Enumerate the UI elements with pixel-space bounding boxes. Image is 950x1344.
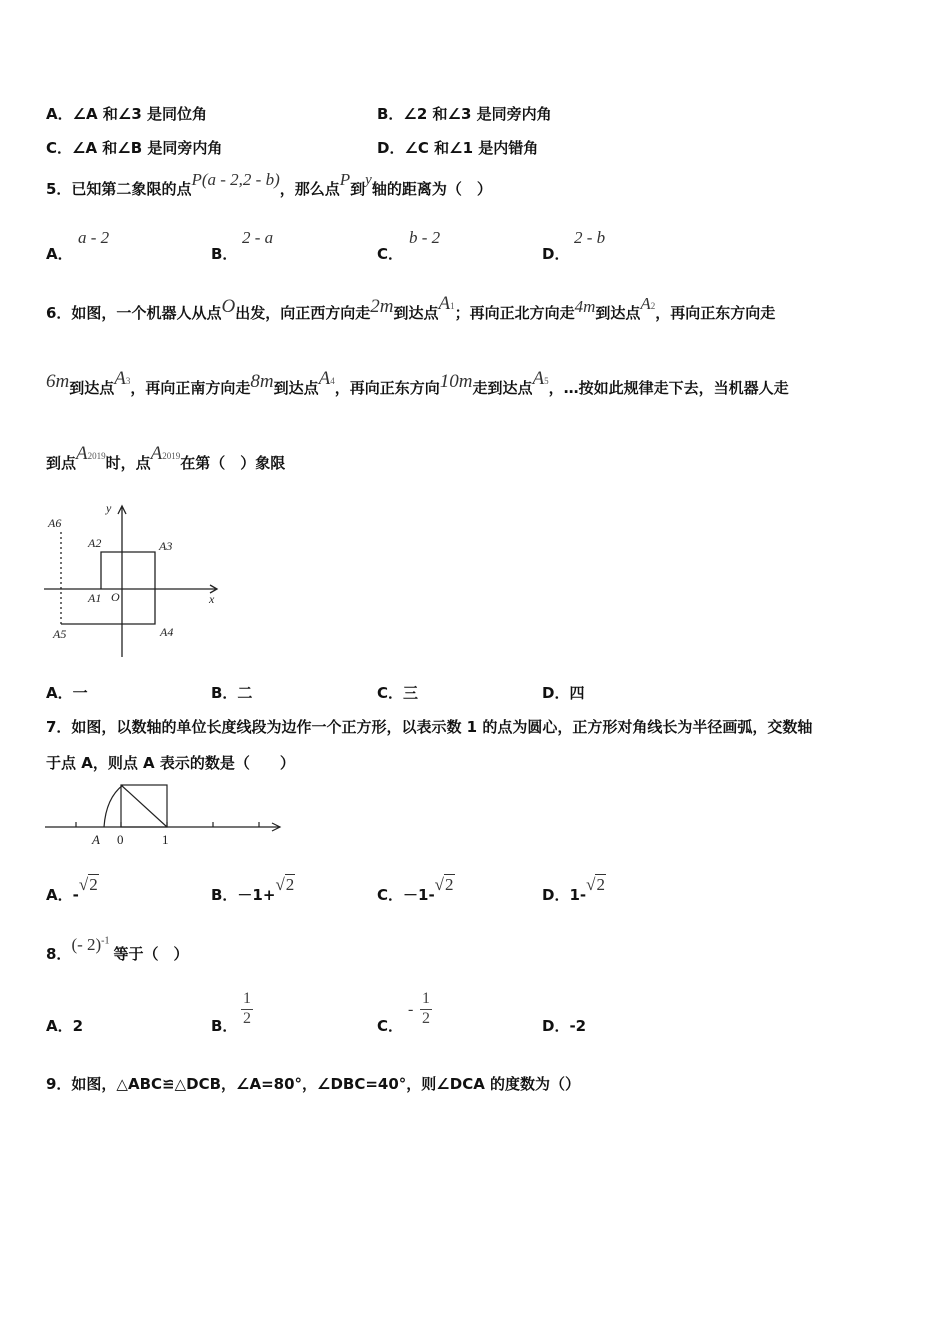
q5-option-b-value: 2 - a [242, 228, 274, 247]
q4-option-a: A．∠A 和∠3 是同位角 [46, 105, 207, 123]
label-point-a: A [92, 832, 100, 847]
label-a2: A2 [88, 536, 102, 550]
q8-option-a: A．2 [46, 1017, 84, 1035]
q4-option-d: D．∠C 和∠1 是内错角 [377, 139, 539, 157]
q5-option-b-label: B． [211, 245, 238, 263]
arc [104, 785, 123, 827]
label-a4: A4 [160, 625, 174, 639]
q5-stem: 5．已知第二象限的点P(a - 2,2 - b)，那么点P到y轴的距离为（ ） [46, 170, 492, 198]
label-x: x [209, 592, 215, 606]
robot-path [61, 552, 155, 624]
q6-option-a: A．一 [46, 684, 88, 702]
q8-option-c-label: C． [377, 1017, 404, 1035]
q8-stem: 8．(- 2)$^{-1}$等于（ ） [46, 935, 189, 963]
q8-option-c-sign: - [408, 1001, 414, 1018]
label-y: y [106, 501, 112, 515]
q6-option-b: B．二 [211, 684, 253, 702]
q7-stem-line2: 于点 A，则点 A 表示的数是（ ） [46, 754, 295, 772]
q6-stem-line1: 6．如图，一个机器人从点O出发，向正西方向走2m到达点A1；再向正北方向走4m到达点A2，再向正东方向走 [46, 293, 776, 322]
q8-option-b-fraction: $\frac{1}{2}$ [243, 990, 251, 1027]
q5-option-c-label: C． [377, 245, 404, 263]
q8-option-d: D．-2 [542, 1017, 587, 1035]
label-origin: O [111, 590, 120, 604]
q6-figure [40, 500, 230, 665]
label-a6: A6 [48, 516, 62, 530]
q6-stem-line2: 6m到达点A3，再向正南方向走8m到达点A4，再向正东方向10m走到达点A5，…按如此规律走下去，当机器人走 [46, 368, 789, 397]
q7-figure [40, 780, 290, 852]
square-diagonal [121, 785, 167, 827]
q5-option-a-value: a - 2 [78, 228, 110, 247]
label-zero: 0 [117, 832, 124, 847]
q7-option-c: C．－1-√2 [377, 875, 454, 904]
q6-stem-line3: 到点A2019时，点A2019在第（ ）象限 [46, 443, 286, 472]
q5-option-a-label: A． [46, 245, 73, 263]
q7-stem-line1: 7．如图，以数轴的单位长度线段为边作一个正方形，以表示数 1 的点为圆心，正方形对角线长为半径画弧，交数轴 [46, 718, 813, 736]
q6-option-d: D．四 [542, 684, 585, 702]
q7-option-a: A．-√2 [46, 875, 98, 904]
q4-option-c: C．∠A 和∠B 是同旁内角 [46, 139, 223, 157]
q4-option-b: B．∠2 和∠3 是同旁内角 [377, 105, 552, 123]
q9-stem: 9．如图，△ABC≌△DCB，∠A=80°，∠DBC=40°，则∠DCA 的度数为（） [46, 1075, 581, 1093]
q5-option-c-value: b - 2 [409, 228, 441, 247]
label-a5: A5 [53, 627, 67, 641]
q5-option-d-value: 2 - b [574, 228, 606, 247]
label-one: 1 [162, 832, 169, 847]
q5-option-d-label: D． [542, 245, 570, 263]
label-a1: A1 [88, 591, 102, 605]
q8-option-c-fraction: $\frac{1}{2}$ [422, 990, 430, 1027]
q7-option-b: B．－1+√2 [211, 875, 295, 904]
q7-option-d: D．1-√2 [542, 875, 605, 904]
label-a3: A3 [159, 539, 173, 553]
q8-option-b-label: B． [211, 1017, 238, 1035]
q6-option-c: C．三 [377, 684, 419, 702]
